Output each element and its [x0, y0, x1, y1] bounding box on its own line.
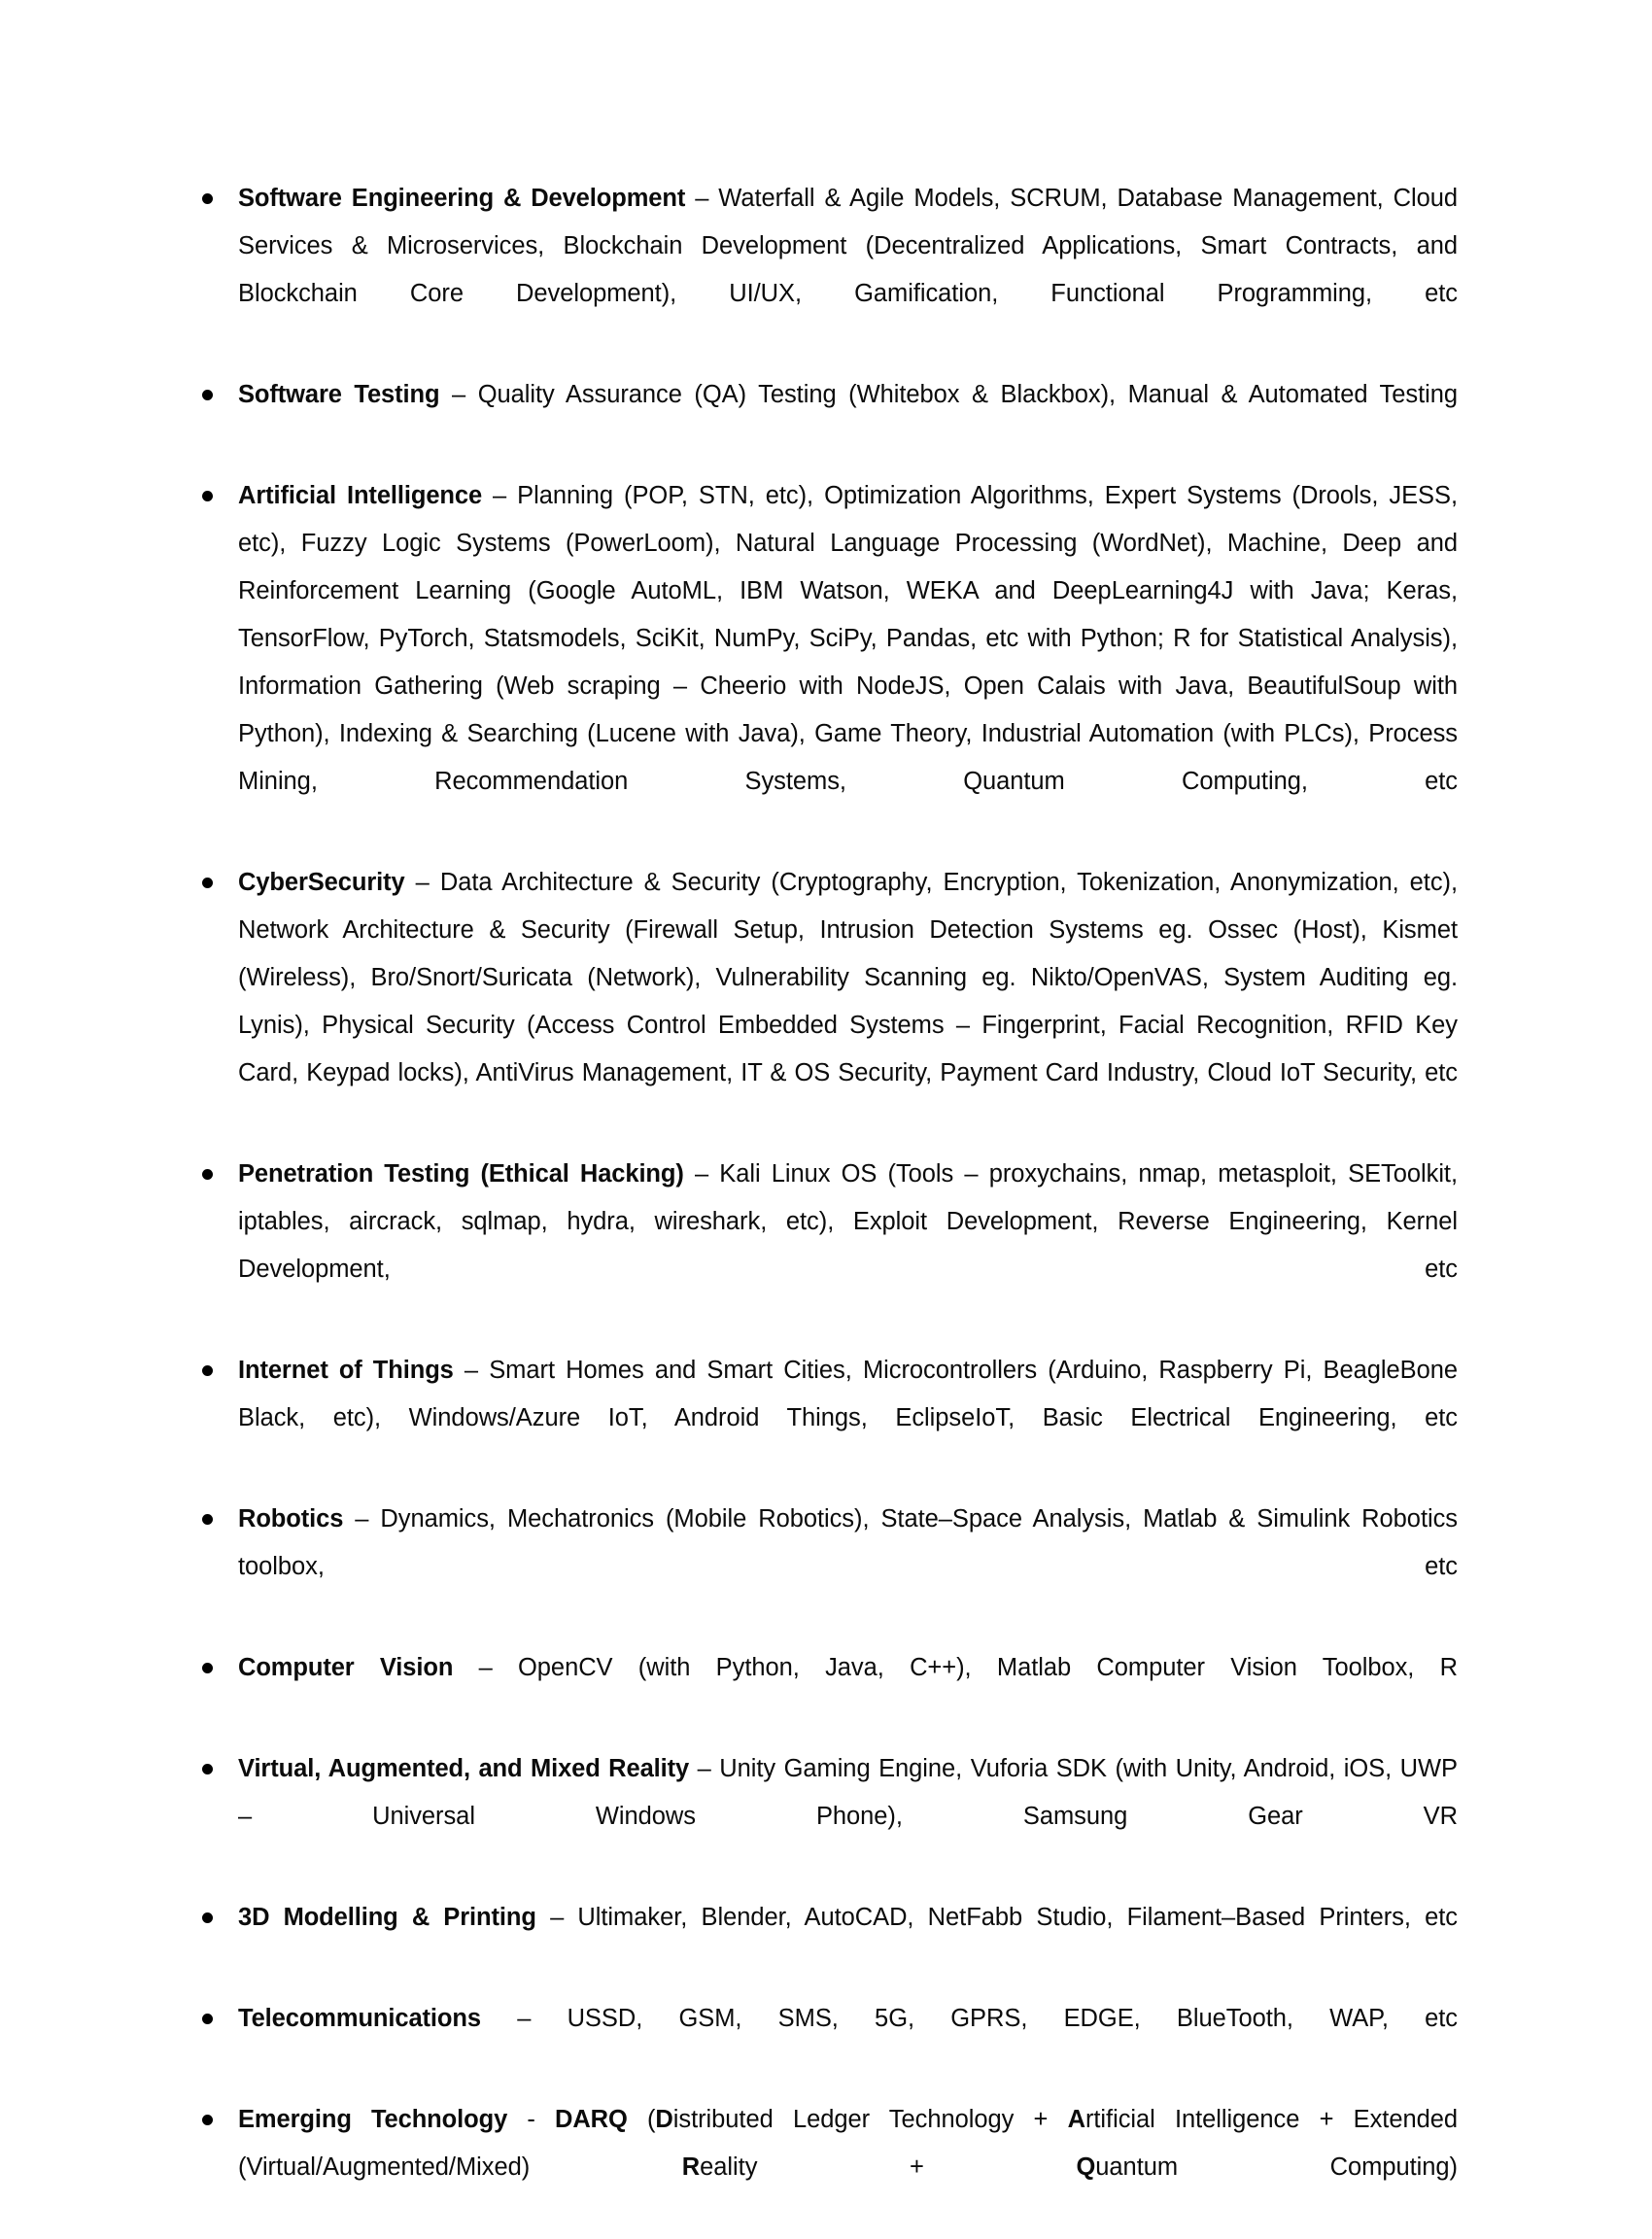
skill-list-item [202, 1347, 1458, 1490]
skill-separator: – [689, 1755, 720, 1782]
skill-list-item [202, 859, 1458, 1145]
skill-term: CyberSecurity [238, 869, 405, 896]
skill-term: Internet of Things [238, 1357, 454, 1384]
skill-detail: Dynamics, Mechatronics (Mobile Robotics), State–Space Analysis, Matlab & Simulink Robotics toolbox, etc [238, 1505, 1458, 1580]
skill-term: 3D Modelling & Printing [238, 1904, 536, 1931]
bullet-icon [202, 1365, 213, 1376]
bullet-icon [202, 1663, 213, 1673]
skill-list-item [202, 1496, 1458, 1638]
detail-text: rtificial Intelligence + Extended (Virtual/Augmented/Mixed) [238, 2106, 1458, 2181]
skill-list-item [202, 1995, 1458, 2090]
detail-text: uantum Computing) [1095, 2153, 1458, 2181]
skill-detail: Planning (POP, STN, etc), Optimization Algorithms, Expert Systems (Drools, JESS, etc), Fuzzy Logic Systems (PowerLoom), Natural Language Processing (WordNet), Machine, Deep and Reinforcement Learning (Google AutoML, IBM Watson, WEKA and DeepLearning4J with Java; Keras, TensorFlow, PyTorch, Statsmodels, SciKit, NumPy, SciPy, Pandas, etc with Python; R for Statistical Analysis), Information Gathering (Web scraping – Cheerio with NodeJS, Open Calais with Java, BeautifulSoup with Python), Indexing & Searching (Lucene with Java), Game Theory, Industrial Automation (with PLCs), Process Mining, Recommendation Systems, Quantum Computing, etc [238, 482, 1458, 795]
skill-list-item [202, 1644, 1458, 1740]
skill-list-item [202, 1151, 1458, 1341]
skill-detail: Waterfall & Agile Models, SCRUM, Database Management, Cloud Services & Microservices, Blockchain Development (Decentralized Applications, Smart Contracts, and Blockchain Core Development), UI/UX, Gamification, Functional Programming, etc [238, 185, 1458, 307]
skill-list-item [202, 472, 1458, 853]
acronym-initial: D [655, 2106, 673, 2133]
bullet-icon [202, 1912, 213, 1923]
skill-detail: Smart Homes and Smart Cities, Microcontrollers (Arduino, Raspberry Pi, BeagleBone Black, etc), Windows/Azure IoT, Android Things, EclipseIoT, Basic Electrical Engineering, etc [238, 1357, 1458, 1431]
skills-list [202, 175, 1458, 2239]
skill-detail: Unity Gaming Engine, Vuforia SDK (with Unity, Android, iOS, UWP – Universal Windows Phone), Samsung Gear VR [238, 1755, 1458, 1830]
skill-separator: – [683, 1160, 720, 1188]
skill-term: Robotics [238, 1505, 344, 1533]
bullet-icon [202, 1169, 213, 1180]
bullet-icon [202, 2115, 213, 2125]
bullet-icon [202, 390, 213, 400]
skill-list-item [202, 1894, 1458, 1989]
skill-separator: – [482, 482, 518, 509]
skill-term: Software Testing [238, 381, 440, 408]
skill-term: Virtual, Augmented, and Mixed Reality [238, 1755, 690, 1782]
skill-separator: - [507, 2106, 556, 2133]
skill-term: Computer Vision [238, 1654, 454, 1681]
skill-term: Emerging Technology [238, 2106, 508, 2133]
skill-list-item [202, 175, 1458, 365]
bullet-icon [202, 1514, 213, 1525]
skill-list-item [202, 1745, 1458, 1888]
skill-separator: – [343, 1505, 381, 1533]
skill-separator: – [453, 1654, 519, 1681]
bullet-icon [202, 491, 213, 501]
acronym-initial: R [681, 2153, 701, 2181]
skill-detail: Data Architecture & Security (Cryptography, Encryption, Tokenization, Anonymization, etc), Network Architecture & Security (Firewall Setup, Intrusion Detection Systems eg. Ossec (Host), Kismet (Wireless), Bro/Snort/Suricata (Network), Vulnerability Scanning eg. Nikto/OpenVAS, System Auditing eg. Lynis), Physical Security (Access Control Embedded Systems – Fingerprint, Facial Recognition, RFID Key Card, Keypad locks), AntiVirus Management, IT & OS Security, Payment Card Industry, Cloud IoT Security, etc [238, 869, 1458, 1086]
skill-detail: Quality Assurance (QA) Testing (Whitebox & Blackbox), Manual & Automated Testing [477, 381, 1459, 408]
detail-text: eality + [700, 2153, 1077, 2181]
acronym-initial: A [1067, 2106, 1085, 2133]
detail-text: ( [627, 2106, 656, 2133]
bullet-icon [202, 193, 213, 204]
skill-separator: – [535, 1904, 578, 1931]
skill-term: Software Engineering & Development [238, 185, 686, 212]
skill-detail: Ultimaker, Blender, AutoCAD, NetFabb Studio, Filament–Based Printers, etc [577, 1904, 1458, 1931]
skill-acronym: DARQ [555, 2106, 628, 2133]
skill-detail: USSD, GSM, SMS, 5G, GPRS, EDGE, BlueTooth, WAP, etc [567, 2005, 1458, 2032]
bullet-icon [202, 878, 213, 888]
bullet-icon [202, 1764, 213, 1774]
skill-term: Telecommunications [238, 2005, 481, 2032]
skill-list-item [202, 2096, 1458, 2239]
acronym-initial: Q [1076, 2153, 1096, 2181]
skill-detail: Kali Linux OS (Tools – proxychains, nmap, metasploit, SEToolkit, iptables, aircrack, sqlmap, hydra, wireshark, etc), Exploit Development, Reverse Engineering, Kernel Development, etc [238, 1160, 1459, 1283]
skill-separator: – [480, 2005, 568, 2032]
skill-detail: OpenCV (with Python, Java, C++), Matlab Computer Vision Toolbox, R [518, 1654, 1458, 1681]
skill-separator: – [404, 869, 440, 896]
bullet-icon [202, 2014, 213, 2024]
skill-list-item [202, 371, 1458, 466]
skill-separator: – [439, 381, 478, 408]
detail-text: istributed Ledger Technology + [672, 2106, 1068, 2133]
skill-term: Penetration Testing (Ethical Hacking) [238, 1160, 684, 1188]
skill-separator: – [453, 1357, 490, 1384]
skill-separator: – [685, 185, 719, 212]
skill-term: Artificial Intelligence [238, 482, 483, 509]
